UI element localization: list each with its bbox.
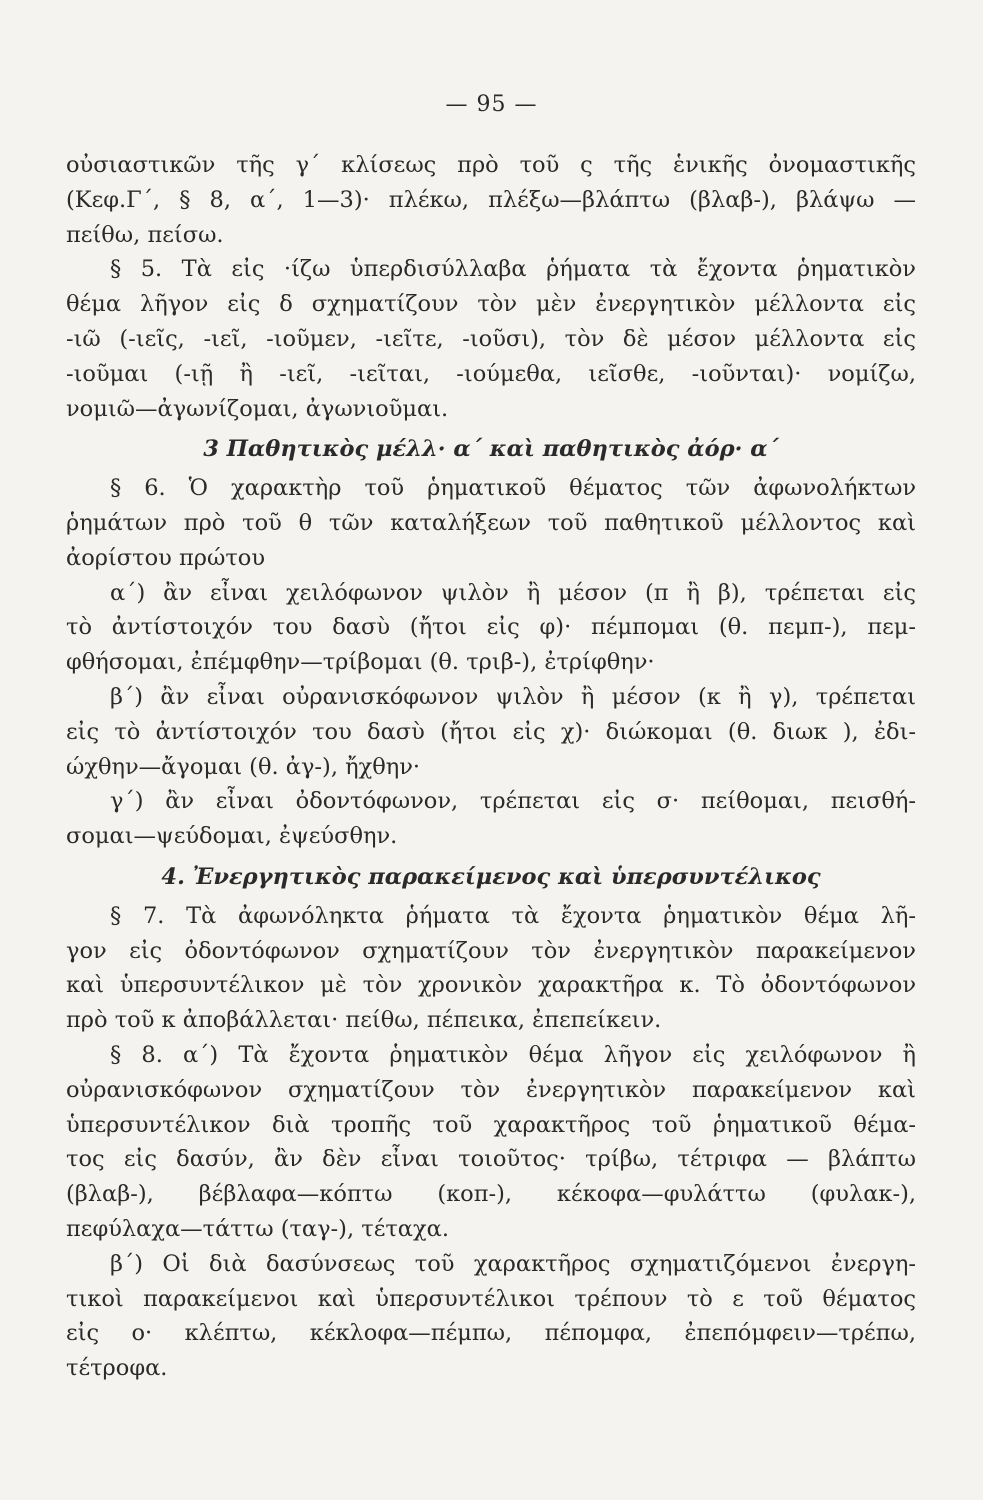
section-6-start: § 6. Ὁ χαρακτὴρ τοῦ ῥηματικοῦ θέματος τῶν ἀφωνολήκτων bbox=[110, 475, 916, 502]
text-line: α΄) ἂν εἶναι χειλόφωνον ψιλὸν ἢ μέσον (π ἢ β), τρέπεται εἰς bbox=[110, 579, 916, 606]
text-line: πείθω, πείσω. bbox=[66, 221, 224, 248]
text-line: ώχθην—ἄγομαι (θ. ἀγ-), ἤχθην· bbox=[66, 753, 421, 780]
text-line: τέτροφα. bbox=[66, 1355, 168, 1382]
text-line: καὶ ὑπερσυντέλικον μὲ τὸν χρονικὸν χαρακτῆρα κ. Τὸ ὀδοντόφωνον bbox=[66, 972, 916, 999]
text-line: γ΄) ἂν εἶναι ὀδοντόφωνον, τρέπεται εἰς σ· πείθομαι, πεισθή- bbox=[110, 788, 916, 815]
section-5-start: § 5. Τὰ εἰς ·ίζω ὑπερδισύλλαβα ῥήματα τὰ ἔχοντα ῥηματικὸν bbox=[110, 256, 916, 283]
text-line: νομιῶ—ἀγωνίζομαι, ἀγωνιοῦμαι. bbox=[66, 395, 449, 422]
heading-active-perfect: 4. Ἐνεργητικὸς παρακείμενος καὶ ὑπερσυντέλικος bbox=[161, 863, 821, 890]
text-line: ῥημάτων πρὸ τοῦ θ τῶν καταλήξεων τοῦ παθητικοῦ μέλλοντος καὶ bbox=[66, 509, 916, 536]
text-line: φθήσομαι, ἐπέμφθην—τρίβομαι (θ. τριβ-), ἐτρίφθην· bbox=[66, 649, 655, 676]
text-line: τὸ ἀντίστοιχόν του δασὺ (ἤτοι εἰς φ)· πέμπομαι (θ. πεμπ-), πεμ- bbox=[66, 614, 916, 641]
text-line: οὐσιαστικῶν τῆς γ΄ κλίσεως πρὸ τοῦ ς τῆς ἑνικῆς ὀνομαστικῆς bbox=[66, 152, 916, 178]
body-text bbox=[66, 148, 916, 1386]
text-line: ὑπερσυντέλικον διὰ τροπῆς τοῦ χαρακτῆρος τοῦ ῥηματικοῦ θέμα- bbox=[66, 1111, 916, 1138]
section-8-start: § 8. α΄) Τὰ ἔχοντα ῥηματικὸν θέμα λῆγον εἰς χειλόφωνον ἢ bbox=[110, 1041, 916, 1068]
text-line: τικοὶ παρακείμενοι καὶ ὑπερσυντέλικοι τρέπουν τὸ ε τοῦ θέματος bbox=[66, 1285, 916, 1312]
page-number: — 95 — bbox=[445, 92, 538, 117]
text-line: τος εἰς δασύν, ἂν δὲν εἶναι τοιοῦτος· τρίβω, τέτριφα — βλάπτω bbox=[66, 1146, 916, 1173]
text-line: β΄) ἂν εἶναι οὐρανισκόφωνον ψιλὸν ἢ μέσον (κ ἢ γ), τρέπεται bbox=[110, 683, 916, 710]
text-line: θέμα λῆγον εἰς δ σχηματίζουν τὸν μὲν ἐνεργητικὸν μέλλοντα εἰς bbox=[66, 291, 916, 318]
text-line: οὐρανισκόφωνον σχηματίζουν τὸν ἐνεργητικὸν παρακείμενον καὶ bbox=[66, 1076, 916, 1103]
text-line: -ιοῦμαι (-ιῇ ἢ -ιεῖ, -ιεῖται, -ιούμεθα, ιεῖσθε, -ιοῦνται)· νομίζω, bbox=[66, 360, 916, 387]
text-line: εἰς τὸ ἀντίστοιχόν του δασὺ (ἤτοι εἰς χ)· διώκομαι (θ. διωκ ), ἐδι- bbox=[66, 718, 916, 745]
text-line: εἰς ο· κλέπτω, κέκλοφα—πέμπω, πέπομφα, ἐπεπόμφειν—τρέπω, bbox=[66, 1320, 916, 1347]
text-line: σομαι—ψεύδομαι, ἐψεύσθην. bbox=[66, 823, 398, 850]
text-line: (Κεφ.Γ΄, § 8, α΄, 1—3)· πλέκω, πλέξω—βλάπτω (βλαβ-), βλάψω — bbox=[66, 186, 916, 213]
section-7-start: § 7. Τὰ ἀφωνόληκτα ῥήματα τὰ ἔχοντα ῥηματικὸν θέμα λῆ- bbox=[110, 902, 916, 929]
text-line: -ιῶ (-ιεῖς, -ιεῖ, -ιοῦμεν, -ιεῖτε, -ιοῦσι), τὸν δὲ μέσον μέλλοντα εἰς bbox=[66, 325, 916, 352]
text-line: β΄) Οἱ διὰ δασύνσεως τοῦ χαρακτῆρος σχηματιζόμενοι ἐνεργη- bbox=[110, 1250, 916, 1277]
text-line: πεφύλαχα—τάττω (ταγ-), τέταχα. bbox=[66, 1215, 449, 1242]
text-line: ἀορίστου πρώτου bbox=[66, 544, 266, 571]
text-line: πρὸ τοῦ κ ἀποβάλλεται· πείθω, πέπεικα, ἐπεπείκειν. bbox=[66, 1007, 662, 1034]
heading-passive-future-aorist: 3 Παθητικὸς μέλλ· α΄ καὶ παθητικὸς ἀόρ· α΄ bbox=[203, 436, 779, 463]
text-line: (βλαβ-), βέβλαφα—κόπτω (κοπ-), κέκοφα—φυλάττω (φυλακ-), bbox=[66, 1181, 916, 1208]
text-line: γον εἰς ὀδοντόφωνον σχηματίζουν τὸν ἐνεργητικὸν παρακείμενον bbox=[66, 937, 916, 964]
